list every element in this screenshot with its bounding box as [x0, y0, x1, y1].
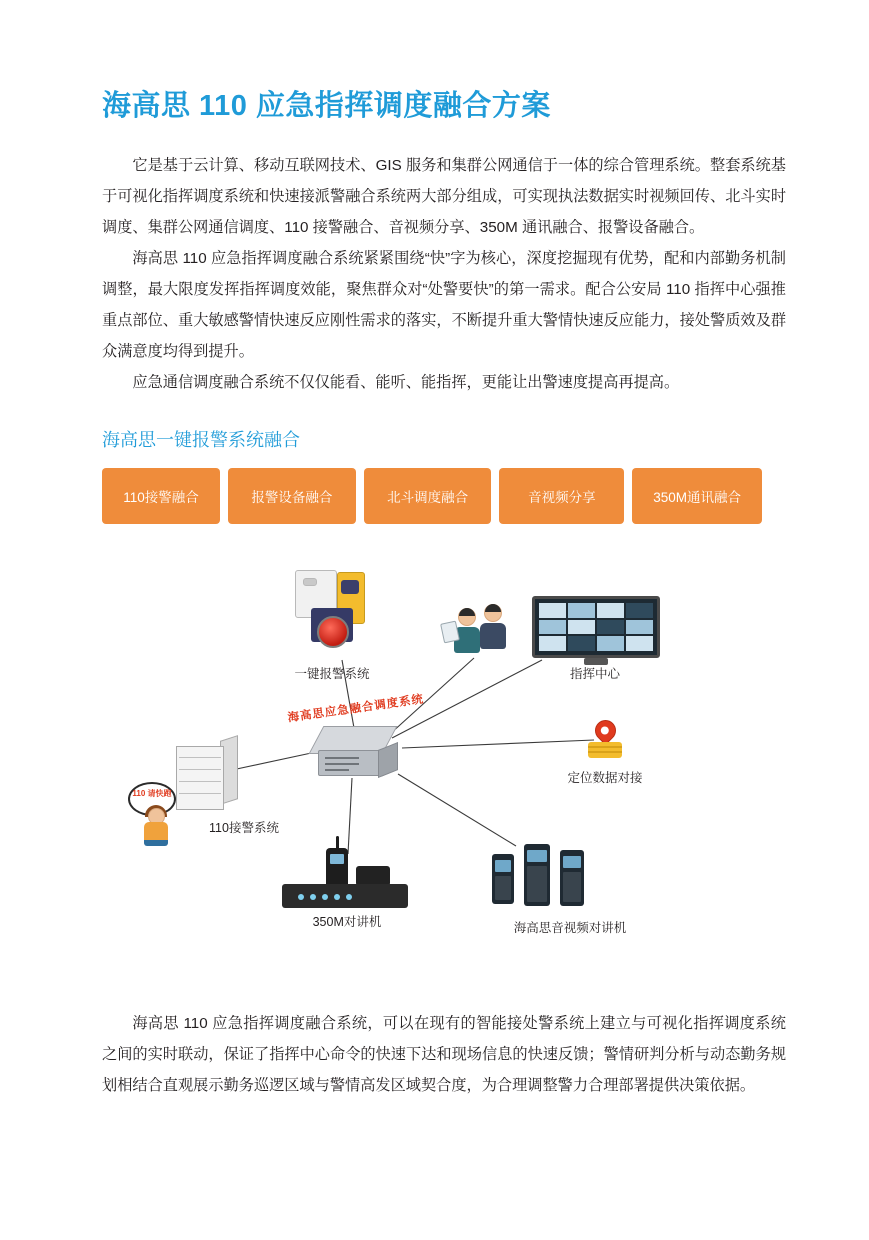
paragraph-1: 它是基于云计算、移动互联网技术、GIS 服务和集群公网通信于一体的综合管理系统。整套系统基于可视化指挥调度系统和快速接派警融合系统两大部分组成，可实现执法数据实时视频回传、北斗实时调度、集群公网通信调度、110 接警融合、音视频分享、350M 通讯融合、报警设备融合。	[102, 157, 786, 236]
node-label-alarm-receiving: 110接警系统	[209, 821, 279, 835]
radio-microphone	[356, 866, 390, 886]
server-front-face	[318, 750, 382, 776]
section-title: 海高思一键报警系统融合	[102, 430, 300, 450]
radio-screen	[330, 854, 344, 864]
handheld-screen	[563, 856, 581, 868]
feature-tag-350m-comm-fusion: 350M通讯融合	[632, 468, 762, 524]
node-label-radio-350m: 350M对讲机	[312, 915, 382, 929]
handheld-radio-3	[560, 850, 584, 906]
fusion-server-device	[316, 726, 402, 778]
monitor-cell	[597, 620, 624, 635]
server-slot	[325, 757, 359, 759]
rack-front-face	[176, 746, 224, 810]
feature-tag-beidou-dispatch-fusion: 北斗调度融合	[364, 468, 492, 524]
speech-bubble-110: 110 请快跑	[128, 782, 176, 816]
radio-led	[346, 894, 352, 900]
map-pin-stripe	[588, 746, 622, 748]
feature-tag-row	[102, 468, 762, 524]
map-pin-base	[588, 742, 622, 758]
feature-tag-av-sharing: 音视频分享	[499, 468, 624, 524]
radio-led	[322, 894, 328, 900]
monitor-cell	[626, 603, 653, 618]
map-pin-icon	[591, 716, 621, 746]
closing-paragraph-block	[102, 1008, 786, 1101]
radio-led	[310, 894, 316, 900]
handheld-screen	[527, 850, 547, 862]
monitor-cell	[539, 620, 566, 635]
location-data-icon	[588, 720, 622, 766]
handheld-keypad	[527, 866, 547, 902]
paragraph-3: 应急通信调度融合系统不仅仅能看、能听、能指挥，更能让出警速度提高再提高。	[132, 374, 680, 391]
monitor-cell	[626, 620, 653, 635]
paragraph-2: 海高思 110 应急指挥调度融合系统紧紧围绕“快”字为核心，深度挖掘现有优势，配和内部勤务机制调整，最大限度发挥指挥调度效能，聚焦群众对“处警要快”的第一需求。配合公安局 110 指挥中心强推重点部位、重大敏感警情快速反应刚性需求的落实，不断提升重大警情快速反应能力，接处警质效及群众满意度均得到提升。	[102, 250, 786, 360]
server-slot	[325, 769, 349, 771]
monitor-cell	[568, 636, 595, 651]
node-label-av-radio: 海高思音视频对讲机	[513, 921, 627, 935]
caller-legs-icon	[144, 840, 168, 846]
monitor-cell	[597, 636, 624, 651]
node-label-one-key-alarm: 一键报警系统	[294, 667, 370, 681]
node-label-command-center: 指挥中心	[569, 667, 620, 681]
monitor-cell	[568, 603, 595, 618]
closing-paragraph: 海高思 110 应急指挥调度融合系统，可以在现有的智能接处警系统上建立与可视化指挥调度系统之间的实时联动，保证了指挥中心命令的快速下达和现场信息的快速反馈；警情研判分析与动态勤务规划相结合直观展示勤务巡逻区域与警情高发区域契合度，为合理调整警力合理部署提供决策依据。	[102, 1015, 786, 1094]
alarm-emergency-button-icon	[317, 616, 349, 648]
feature-tag-110-alarm-fusion: 110接警融合	[102, 468, 220, 524]
handheld-radio-1	[492, 854, 514, 904]
diagram-center-label: 海高思应急融合调度系统	[286, 693, 425, 725]
handheld-screen	[495, 860, 511, 872]
alarm-box-yellow-screen	[341, 580, 359, 594]
radio-350m-device	[282, 848, 412, 916]
rack-line	[179, 793, 221, 794]
handheld-antenna-icon	[492, 836, 612, 854]
radio-led	[334, 894, 340, 900]
rack-line	[179, 757, 221, 758]
page-title: 海高思 110 应急指挥调度融合方案	[102, 90, 551, 122]
monitor-cell	[626, 636, 653, 651]
av-handheld-radio-group	[492, 836, 612, 912]
monitor-cell	[539, 603, 566, 618]
monitor-grid	[539, 603, 653, 651]
operator-figure-2	[480, 604, 506, 649]
handheld-keypad	[563, 872, 581, 902]
monitor-stand	[584, 658, 608, 665]
architecture-diagram	[102, 548, 786, 968]
monitor-cell	[539, 636, 566, 651]
command-center-monitor-wall	[532, 596, 660, 658]
feature-tag-alarm-device-fusion: 报警设备融合	[228, 468, 356, 524]
alarm-receiving-server-rack	[176, 738, 238, 812]
operator-body-icon	[480, 623, 506, 649]
handheld-radio-2	[524, 844, 550, 906]
one-key-alarm-device-group	[287, 570, 383, 662]
node-label-location-data: 定位数据对接	[567, 771, 643, 785]
alarm-box-speaker	[303, 578, 317, 586]
radio-led	[298, 894, 304, 900]
document-content	[102, 88, 786, 968]
handheld-keypad	[495, 876, 511, 900]
rack-line	[179, 769, 221, 770]
rack-line	[179, 781, 221, 782]
server-slot	[325, 763, 359, 765]
monitor-cell	[597, 603, 624, 618]
map-pin-dot	[599, 725, 610, 736]
monitor-cell	[568, 620, 595, 635]
map-pin-stripe	[588, 751, 622, 753]
